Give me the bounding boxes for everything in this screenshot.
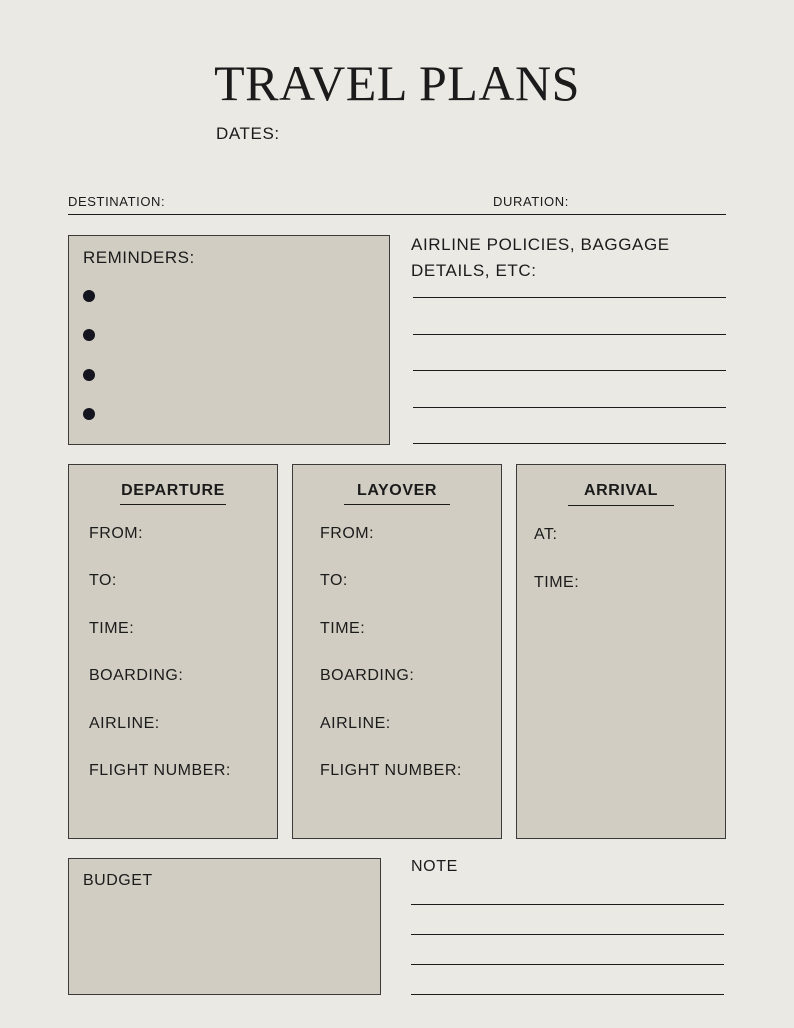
airline-notes-line[interactable] [413,407,726,408]
layover-time-label: TIME: [320,620,366,637]
departure-heading-underline [120,504,226,505]
reminders-box [68,235,390,445]
layover-airline-label: AIRLINE: [320,715,391,732]
layover-heading: LAYOVER [356,482,438,499]
departure-airline-label: AIRLINE: [89,715,160,732]
airline-policies-label [411,232,670,284]
layover-box [292,464,502,839]
airline-notes-line[interactable] [413,443,726,444]
departure-time-label: TIME: [89,620,135,637]
reminder-bullet [83,290,95,302]
reminder-bullet [83,369,95,381]
destination-duration-line[interactable] [68,214,726,215]
reminder-bullet [83,408,95,420]
destination-label: DESTINATION: [68,194,166,209]
reminder-bullet [83,329,95,341]
reminders-label: REMINDERS: [83,248,195,267]
budget-box [68,858,381,995]
departure-flight-number-label: FLIGHT NUMBER: [89,762,231,779]
arrival-heading-underline [568,505,674,506]
note-label: NOTE [411,858,458,875]
layover-flight-number-label: FLIGHT NUMBER: [320,762,462,779]
page-title: TRAVEL PLANS [214,55,580,111]
note-line[interactable] [411,964,724,965]
departure-to-label: TO: [89,572,117,589]
layover-to-label: TO: [320,572,348,589]
layover-from-label: FROM: [320,525,375,542]
layover-boarding-label: BOARDING: [320,667,415,684]
departure-box [68,464,278,839]
departure-heading: DEPARTURE [121,482,225,499]
airline-policies-line1: AIRLINE POLICIES, BAGGAGE [411,235,670,254]
airline-policies-line2: DETAILS, ETC: [411,261,537,280]
budget-label: BUDGET [83,872,153,889]
airline-notes-line[interactable] [413,370,726,371]
dates-label: DATES: [216,124,280,143]
arrival-at-label: AT: [534,526,558,543]
note-line[interactable] [411,934,724,935]
arrival-time-label: TIME: [534,574,580,591]
duration-label: DURATION: [493,194,569,209]
departure-boarding-label: BOARDING: [89,667,184,684]
airline-notes-line[interactable] [413,334,726,335]
layover-heading-underline [344,504,450,505]
note-line[interactable] [411,904,724,905]
airline-notes-line[interactable] [413,297,726,298]
departure-from-label: FROM: [89,525,144,542]
arrival-box [516,464,726,839]
note-line[interactable] [411,994,724,995]
arrival-heading: ARRIVAL [583,482,659,499]
